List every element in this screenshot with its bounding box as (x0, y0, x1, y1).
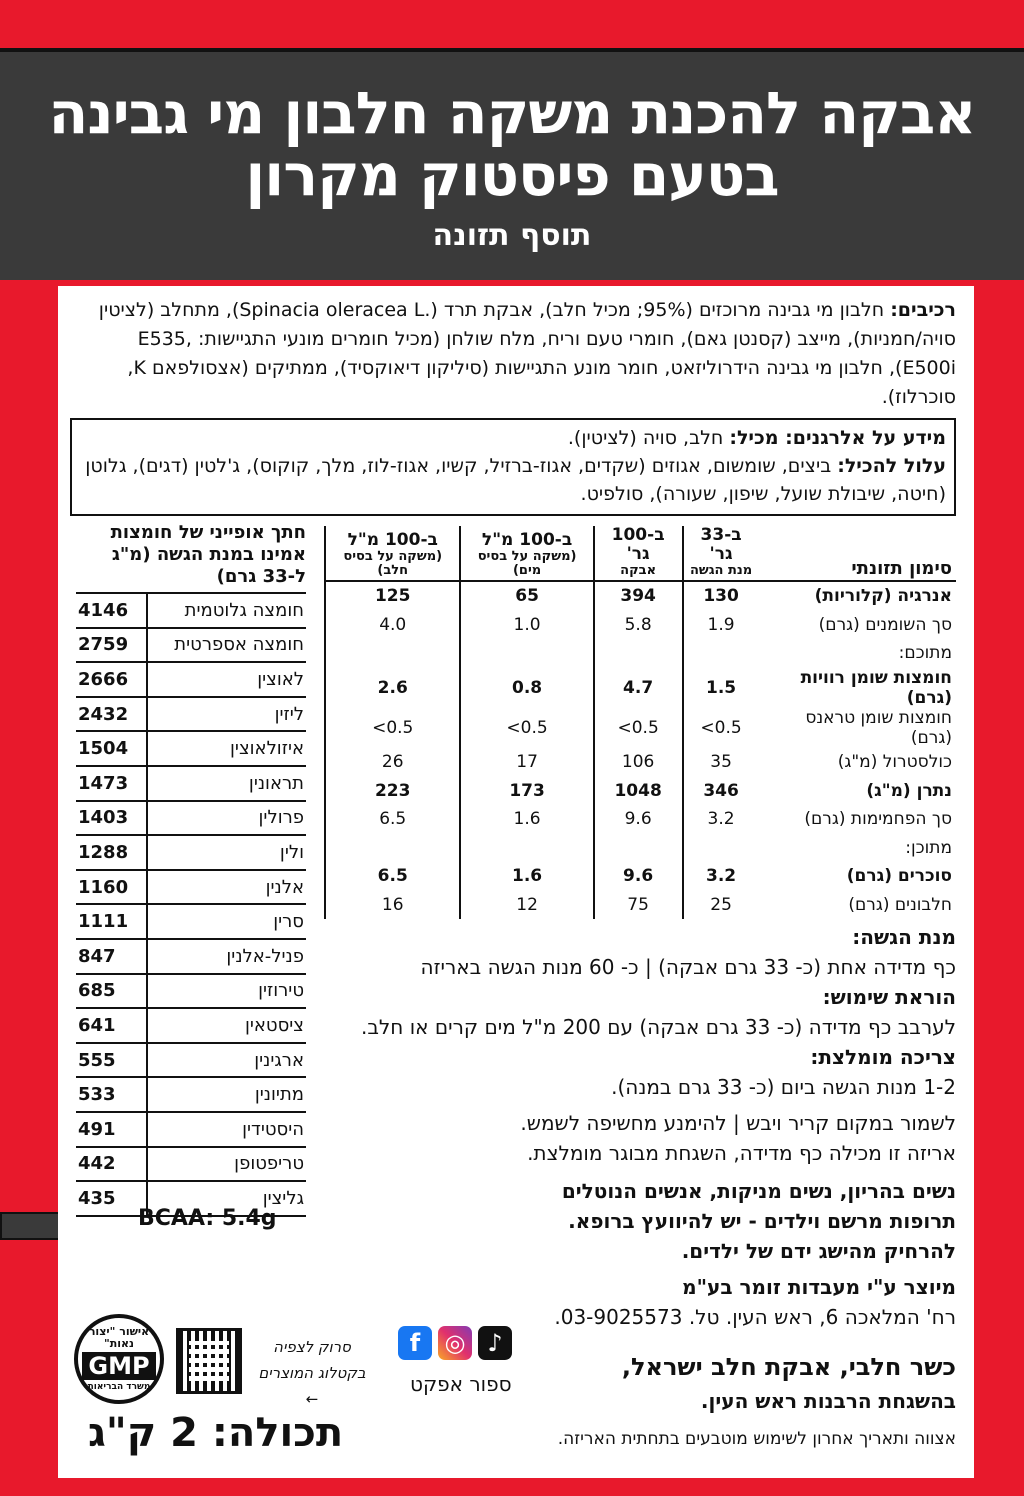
nutrition-row (325, 891, 956, 920)
amino-row (76, 1043, 306, 1078)
nutrient-value: 1.9 (683, 611, 759, 640)
amino-row (76, 1147, 306, 1182)
nutrition-row (325, 805, 956, 834)
nutrient-name: חלבונים (גרם) (848, 895, 952, 916)
social-label: ספור אפקט (410, 1372, 512, 1396)
nutrition-row (325, 581, 956, 611)
amino-value: 533 (76, 1077, 147, 1112)
amino-name: חומצה גלוטמית (147, 594, 306, 628)
amino-name: סרין (147, 904, 306, 939)
facebook-icon[interactable]: f (398, 1326, 432, 1360)
manufacturer-line2: רח' המלאכה 6, ראש העין. טל. 03-9025573. (554, 1305, 956, 1329)
amino-name: ציסטאין (147, 1008, 306, 1043)
nutrient-value: 17 (460, 748, 593, 777)
nutrition-col-milk: ב-100 מ"ל (משקה על בסיס חלב) (325, 526, 460, 581)
nutrient-value (460, 639, 593, 668)
amino-name: טירוזין (147, 974, 306, 1009)
top-red-band (0, 0, 1024, 42)
nutrient-value: 25 (683, 891, 759, 920)
serving-section (326, 922, 956, 982)
amino-header: חתך אופייני של חומצות אמינו במנת הגשה (מ"ג ל-33 גרם) (76, 522, 306, 594)
amino-row (76, 835, 306, 870)
serving-text: כף מדידה אחת (כ- 33 גרם אבקה) | כ- 60 מנות הגשה באריזה (420, 955, 956, 979)
warning-section (326, 1176, 956, 1266)
amino-acid-profile (76, 522, 306, 1217)
amino-name: חומצה אספרטית (147, 628, 306, 663)
nutrient-name: נתרן (מ"ג) (866, 780, 952, 801)
amino-row (76, 1008, 306, 1043)
scan-catalog-text: סרוק לצפיה בקטלוג המוצרים ← (258, 1338, 366, 1408)
nutrient-value: 0.5> (325, 708, 460, 748)
nutrient-value: 394 (594, 581, 683, 611)
kosher-line2: בהשגחת הרבנות ראש העין. (700, 1389, 956, 1413)
ingredients-label: רכיבים: (890, 299, 956, 321)
amino-row (76, 731, 306, 766)
nutrient-value: 0.5> (594, 708, 683, 748)
amino-row (76, 594, 306, 628)
amino-row (76, 939, 306, 974)
nutrient-value (460, 834, 593, 863)
nutrient-value (683, 639, 759, 668)
nutrient-value: 9.6 (594, 862, 683, 891)
amino-value: 435 (76, 1181, 147, 1216)
amino-row (76, 697, 306, 732)
nutrient-value: 35 (683, 748, 759, 777)
amino-name: אלנין (147, 870, 306, 905)
product-subtitle: תוסף תזונה (432, 218, 592, 253)
nutrient-value: 1.6 (460, 805, 593, 834)
nutrient-value (594, 834, 683, 863)
nutrition-col-serving: ב-33 גר' מנת הגשה (683, 526, 759, 581)
nutrient-value: 0.5> (460, 708, 593, 748)
nutrient-value: 2.6 (325, 668, 460, 708)
amino-value: 442 (76, 1147, 147, 1182)
gmp-mark: GMP (82, 1352, 156, 1380)
nutrient-name: מתוכם: (898, 643, 952, 664)
warning-line2: תרופות מרשם וילדים - יש להיוועץ ברופא. (568, 1209, 956, 1233)
amino-row (76, 801, 306, 836)
nutrition-row (325, 862, 956, 891)
nutrition-row (325, 668, 956, 708)
ingredients-text: חלבון מי גבינה מרוכזים (95%; מכיל חלב), אבקת תרד (.Spinacia oleracea L), מתחלב (לציטין סויה/חמניות), מייצב (קסנטן גאם), חומרי טעם וריח, מלח שולחן (מכיל חומרים מונעי התגיישות: E535, E500i), חלבון מי גבינה הידרוליזאט, חומר מונע התגיישות (סיליקון דיאוקסיד), ממתיקים (אצסולפאם K, סוכרלוז). (98, 299, 956, 408)
allergen-box (70, 418, 956, 516)
allergen-may-label: עלול להכיל: (837, 455, 946, 477)
nutrition-row (325, 776, 956, 805)
amino-name: ליזין (147, 697, 306, 732)
nutrient-name: חומצות שומן טראנס (גרם) (805, 707, 952, 748)
usage-label: הוראת שימוש: (822, 985, 956, 1009)
storage-text: לשמור במקום קריר ויבש | להימנע מחשיפה לשמש. (520, 1111, 956, 1135)
nutrient-value (325, 639, 460, 668)
usage-section (316, 982, 956, 1042)
label-panel (58, 286, 974, 1478)
nutrient-name: סך הפחמימות (גרם) (804, 809, 952, 830)
nutrient-value: 1048 (594, 776, 683, 805)
usage-text: לערבב כף מדידה (כ- 33 גרם אבקה) עם 200 מ"ל מים קרים או חלב. (361, 1015, 956, 1039)
nutrient-value: 125 (325, 581, 460, 611)
warning-line3: להרחיק מהישג ידם של ילדים. (681, 1239, 956, 1263)
nutrient-value: 75 (594, 891, 683, 920)
product-title-line1: אבקה להכנת משקה חלבון מי גבינה (48, 79, 976, 147)
gmp-seal (74, 1314, 164, 1404)
batch-note: אצווה ותאריך אחרון לשימוש מוטבעים בתחתית האריזה. (557, 1429, 956, 1449)
social-icons (398, 1326, 512, 1360)
nutrient-value: 173 (460, 776, 593, 805)
amino-value: 4146 (76, 594, 147, 628)
amino-name: איזולאוצין (147, 731, 306, 766)
amino-value: 1473 (76, 766, 147, 801)
arrow-left-icon: ← (305, 1390, 319, 1408)
nutrient-value: 65 (460, 581, 593, 611)
nutrient-value: 130 (683, 581, 759, 611)
consumption-section (326, 1042, 956, 1168)
amino-name: היסטידין (147, 1112, 306, 1147)
nutrient-value: 1.6 (460, 862, 593, 891)
nutrient-value: 106 (594, 748, 683, 777)
amino-name: גליצין (147, 1181, 306, 1216)
nutrient-name: מתוכן: (905, 837, 952, 858)
consumption-text: 1-2 מנות הגשה ביום (כ- 33 גרם במנה). (611, 1075, 956, 1099)
amino-row (76, 766, 306, 801)
nutrient-value: 0.8 (460, 668, 593, 708)
manufacturer-line1: מיוצר ע"י מעבדות זומר בע"מ (682, 1275, 956, 1299)
amino-name: פרולין (147, 801, 306, 836)
nutrient-value: 346 (683, 776, 759, 805)
nutrient-value: 0.5> (683, 708, 759, 748)
nutrient-value: 1.5 (683, 668, 759, 708)
nutrient-value: 26 (325, 748, 460, 777)
nutrition-table (324, 526, 956, 919)
warning-line1: נשים בהריון, נשים מניקות, אנשים הנוטלים (561, 1179, 956, 1203)
gmp-bottom-text: משרד הבריאות (87, 1382, 151, 1392)
nutrient-value: 5.8 (594, 611, 683, 640)
amino-value: 1504 (76, 731, 147, 766)
amino-name: ארגינין (147, 1043, 306, 1078)
nutrition-row (325, 639, 956, 668)
amino-value: 2759 (76, 628, 147, 663)
product-header (0, 48, 1024, 280)
nutrient-value: 1.0 (460, 611, 593, 640)
serving-label: מנת הגשה: (852, 925, 956, 949)
amino-value: 491 (76, 1112, 147, 1147)
amino-value: 1288 (76, 835, 147, 870)
kosher-section (516, 1350, 956, 1418)
amino-row (76, 1077, 306, 1112)
amino-row (76, 1112, 306, 1147)
amino-name: מתיונין (147, 1077, 306, 1112)
amino-row (76, 870, 306, 905)
bcaa-value: BCAA: 5.4g (138, 1206, 277, 1231)
amino-row (76, 904, 306, 939)
nutrient-value: 223 (325, 776, 460, 805)
kosher-line1: כשר חלבי, אבקת חלב ישראל, (621, 1353, 956, 1381)
nutrient-value (683, 834, 759, 863)
amino-value: 2432 (76, 697, 147, 732)
gmp-top-text: אישור "יצור נאות" (88, 1325, 150, 1350)
nutrient-value (325, 834, 460, 863)
allergen-contains-text: חלב, סויה (לציטין). (567, 427, 730, 449)
left-gray-tab (0, 1212, 60, 1240)
nutrition-row (325, 708, 956, 748)
qr-code-icon[interactable] (176, 1328, 242, 1394)
consumption-label: צריכה מומלצת: (810, 1045, 956, 1069)
nutrient-value: 9.6 (594, 805, 683, 834)
instagram-icon[interactable]: ◎ (438, 1326, 472, 1360)
scoop-text: אריזה זו מכילה כף מדידה, השגחת מבוגר מומלצת. (527, 1141, 956, 1165)
amino-value: 847 (76, 939, 147, 974)
product-title-line2: בטעם פיסטוק מקרון (245, 141, 779, 209)
amino-row (76, 662, 306, 697)
nutrition-row (325, 748, 956, 777)
nutrient-value: 6.5 (325, 862, 460, 891)
nutrient-value: 16 (325, 891, 460, 920)
amino-name: פניל-אלנין (147, 939, 306, 974)
nutrient-name: סך השומנים (גרם) (818, 614, 952, 635)
net-weight: תכולה: 2 ק"ג (88, 1410, 344, 1456)
nutrient-value (594, 639, 683, 668)
amino-value: 1111 (76, 904, 147, 939)
amino-row (76, 628, 306, 663)
amino-name: לאוצין (147, 662, 306, 697)
amino-value: 555 (76, 1043, 147, 1078)
allergen-may-text: ביצים, שומשום, אגוזים (שקדים, אגוז-ברזיל, קשיו, אגוז-לוז, מלך, קוקוס), ג'לטין (דגים), גלוטן (חיטה, שיבולת שועל, שיפון, שעורה), סולפיט. (85, 455, 946, 505)
nutrient-value: 3.2 (683, 862, 759, 891)
amino-name: תראונין (147, 766, 306, 801)
amino-name: טריפטופן (147, 1147, 306, 1182)
nutrient-name: חומצות שומן רוויות (גרם) (800, 667, 952, 708)
amino-value: 641 (76, 1008, 147, 1043)
nutrient-value: 3.2 (683, 805, 759, 834)
amino-value: 1403 (76, 801, 147, 836)
ingredients-block (66, 296, 956, 412)
nutrient-name: אנרגיה (קלוריות) (814, 586, 952, 607)
amino-value: 2666 (76, 662, 147, 697)
nutrient-value: 6.5 (325, 805, 460, 834)
amino-value: 1160 (76, 870, 147, 905)
nutrient-name: כולסטרול (מ"ג) (837, 752, 952, 773)
nutrient-value: 4.7 (594, 668, 683, 708)
nutrient-name: סוכרים (גרם) (846, 866, 952, 887)
tiktok-icon[interactable]: ♪ (478, 1326, 512, 1360)
nutrition-label-header: סימון תזונתי (759, 526, 956, 581)
amino-name: ולין (147, 835, 306, 870)
nutrient-value: 12 (460, 891, 593, 920)
nutrition-row (325, 834, 956, 863)
allergen-contains-label: מידע על אלרגנים: מכיל: (729, 427, 946, 449)
amino-row (76, 974, 306, 1009)
nutrient-value: 4.0 (325, 611, 460, 640)
manufacturer-section (326, 1272, 956, 1332)
amino-value: 685 (76, 974, 147, 1009)
nutrition-col-water: ב-100 מ"ל (משקה על בסיס מים) (460, 526, 593, 581)
nutrition-row (325, 611, 956, 640)
nutrition-col-100g: ב-100 גר' אבקה (594, 526, 683, 581)
